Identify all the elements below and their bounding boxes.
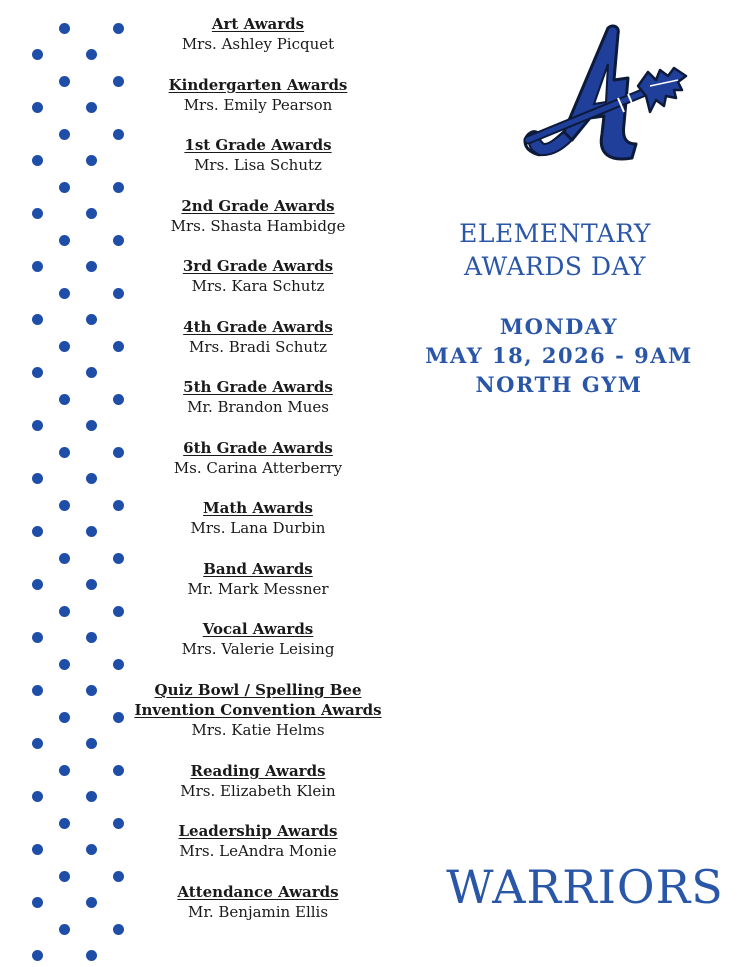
award-entry <box>128 317 388 357</box>
dot <box>113 606 124 617</box>
dot <box>32 420 43 431</box>
dot <box>86 526 97 537</box>
dot <box>32 897 43 908</box>
dot <box>59 712 70 723</box>
award-presenter: Mrs. Elizabeth Klein <box>180 782 336 800</box>
dot <box>59 553 70 564</box>
award-title: Math Awards <box>203 499 313 517</box>
dot <box>59 606 70 617</box>
dot <box>86 632 97 643</box>
award-entry <box>128 75 388 115</box>
award-title-line2: Invention Convention Awards <box>134 701 382 719</box>
dot <box>59 182 70 193</box>
dot <box>32 738 43 749</box>
award-entry <box>128 377 388 417</box>
dot <box>86 791 97 802</box>
dot <box>59 924 70 935</box>
award-entry <box>128 438 388 478</box>
dot <box>86 473 97 484</box>
award-title: Quiz Bowl / Spelling Bee <box>154 681 362 699</box>
award-title: Reading Awards <box>190 762 326 780</box>
dot <box>113 765 124 776</box>
dot <box>32 314 43 325</box>
award-entry <box>128 882 388 922</box>
award-presenter: Mrs. Lana Durbin <box>190 519 326 537</box>
dot <box>86 49 97 60</box>
award-entry <box>128 821 388 861</box>
dot <box>86 261 97 272</box>
award-title: 6th Grade Awards <box>183 439 333 457</box>
award-presenter: Mrs. LeAndra Monie <box>179 842 337 860</box>
event-title-line2: AWARDS DAY <box>463 252 647 281</box>
dot <box>113 288 124 299</box>
dot <box>32 844 43 855</box>
dot <box>113 341 124 352</box>
dot <box>113 182 124 193</box>
award-presenter: Mrs. Valerie Leising <box>181 640 335 658</box>
award-title: Leadership Awards <box>178 822 338 840</box>
award-title: Vocal Awards <box>202 620 314 638</box>
award-presenter: Ms. Carina Atterberry <box>173 459 343 477</box>
dot <box>113 871 124 882</box>
dot <box>59 235 70 246</box>
award-title: Kindergarten Awards <box>168 76 348 94</box>
award-entry <box>128 196 388 236</box>
award-presenter: Mr. Brandon Mues <box>187 398 329 416</box>
award-presenter: Mrs. Katie Helms <box>191 721 325 739</box>
dot <box>32 579 43 590</box>
dot <box>113 659 124 670</box>
dot <box>113 129 124 140</box>
award-presenter: Mrs. Shasta Hambidge <box>170 217 346 235</box>
polka-dot-border <box>0 0 140 967</box>
dot <box>113 500 124 511</box>
dot <box>32 208 43 219</box>
dot <box>113 553 124 564</box>
event-location: NORTH GYM <box>475 372 643 397</box>
award-presenter: Mrs. Bradi Schutz <box>189 338 327 356</box>
award-entry <box>128 680 388 740</box>
dot <box>86 950 97 961</box>
dot <box>32 791 43 802</box>
dot <box>32 155 43 166</box>
dot <box>86 102 97 113</box>
dot <box>32 261 43 272</box>
dot <box>59 659 70 670</box>
award-entry <box>128 619 388 659</box>
award-entry <box>128 14 388 54</box>
dot <box>86 420 97 431</box>
event-date-time: MAY 18, 2026 - 9AM <box>425 343 693 368</box>
award-entry <box>128 256 388 296</box>
award-title: 5th Grade Awards <box>183 378 333 396</box>
dot <box>113 818 124 829</box>
dot <box>86 685 97 696</box>
award-title: Band Awards <box>203 560 313 578</box>
award-presenter: Mrs. Lisa Schutz <box>194 156 322 174</box>
award-title: 4th Grade Awards <box>183 318 333 336</box>
award-presenter: Mr. Benjamin Ellis <box>187 903 329 921</box>
dot <box>32 473 43 484</box>
dot <box>86 208 97 219</box>
dot <box>86 738 97 749</box>
dot <box>113 76 124 87</box>
dot <box>59 288 70 299</box>
dot <box>86 367 97 378</box>
dot <box>32 367 43 378</box>
dot <box>113 447 124 458</box>
award-title: Art Awards <box>211 15 305 33</box>
dot <box>113 23 124 34</box>
award-entry <box>128 559 388 599</box>
dot <box>32 632 43 643</box>
dot <box>86 579 97 590</box>
dot <box>59 341 70 352</box>
dot <box>86 314 97 325</box>
award-presenter: Mrs. Emily Pearson <box>183 96 333 114</box>
dot <box>113 235 124 246</box>
dot <box>86 897 97 908</box>
award-entry <box>128 135 388 175</box>
award-title: 2nd Grade Awards <box>181 197 335 215</box>
dot <box>59 129 70 140</box>
dot <box>113 924 124 935</box>
dot <box>59 765 70 776</box>
dot <box>59 76 70 87</box>
award-entry <box>128 498 388 538</box>
award-title: 3rd Grade Awards <box>182 257 334 275</box>
dot <box>32 950 43 961</box>
dot <box>59 500 70 511</box>
award-presenter: Mr. Mark Messner <box>187 580 329 598</box>
award-presenter: Mrs. Ashley Picquet <box>181 35 335 53</box>
award-presenter: Mrs. Kara Schutz <box>191 277 325 295</box>
award-entry <box>128 761 388 801</box>
dot <box>32 102 43 113</box>
mascot-name: WARRIORS <box>446 860 724 914</box>
dot <box>113 394 124 405</box>
dot <box>32 526 43 537</box>
dot <box>59 871 70 882</box>
dot <box>59 818 70 829</box>
dot <box>32 685 43 696</box>
dot <box>32 49 43 60</box>
dot <box>86 155 97 166</box>
award-title: 1st Grade Awards <box>184 136 332 154</box>
event-title-line1: ELEMENTARY <box>459 219 651 248</box>
arrowhead-a-logo-icon <box>510 20 690 180</box>
event-day: MONDAY <box>499 314 619 339</box>
dot <box>59 23 70 34</box>
dot <box>113 712 124 723</box>
award-title: Attendance Awards <box>177 883 339 901</box>
dot <box>59 394 70 405</box>
dot <box>86 844 97 855</box>
dot <box>59 447 70 458</box>
